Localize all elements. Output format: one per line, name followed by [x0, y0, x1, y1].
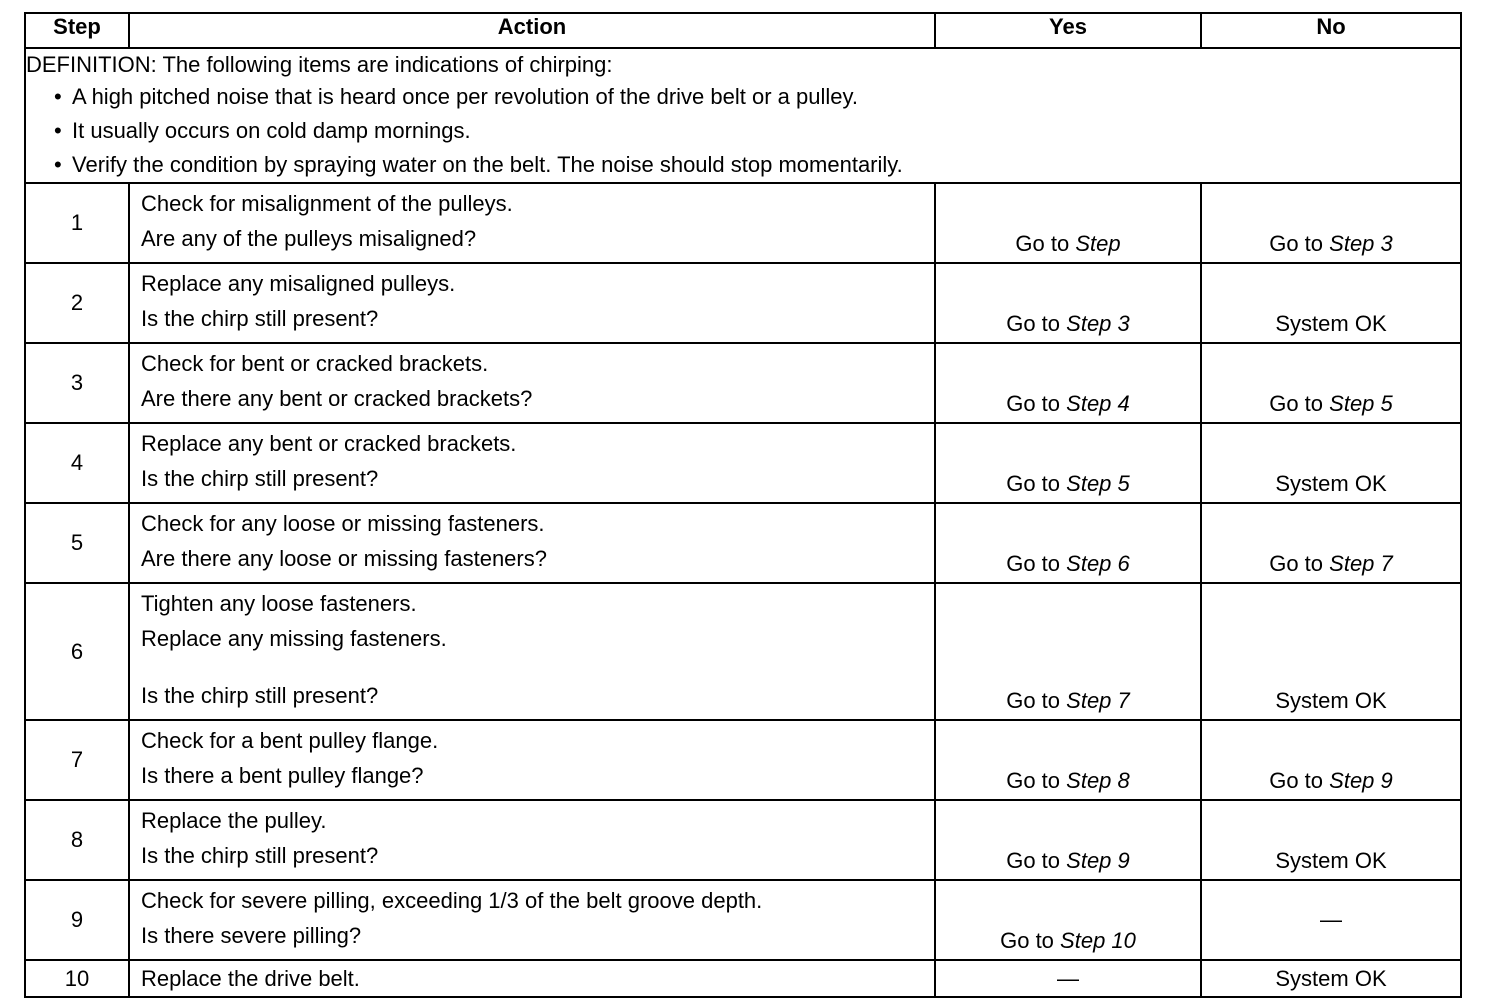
goto-prefix: Go to [1006, 688, 1061, 713]
step-number: 9 [25, 880, 129, 960]
step-row [25, 343, 1461, 423]
step-row [25, 503, 1461, 583]
step-row [25, 423, 1461, 503]
goto-step-link: Step [1075, 231, 1121, 256]
action-line: Are any of the pulleys misaligned? [141, 226, 477, 251]
result-text: System OK [1275, 848, 1387, 873]
action-line: Is there a bent pulley flange? [141, 763, 424, 788]
goto-prefix: Go to [1269, 231, 1324, 256]
header-row [25, 13, 1461, 48]
step-number: 8 [25, 800, 129, 880]
step-number: 5 [25, 503, 129, 583]
definition-intro: DEFINITION: The following items are indications of chirping: [26, 52, 613, 77]
step-number: 4 [25, 423, 129, 503]
result-no [1201, 183, 1461, 263]
goto-prefix: Go to [1006, 391, 1061, 416]
action-line: Replace any bent or cracked brackets. [141, 431, 517, 456]
definition-bullet: • It usually occurs on cold damp mornings. [54, 114, 1460, 148]
goto-prefix: Go to [1015, 231, 1070, 256]
goto-step-link: Step 9 [1066, 848, 1130, 873]
result-text: System OK [1275, 688, 1387, 713]
definition-bullet: • A high pitched noise that is heard once per revolution of the drive belt or a pulley. [54, 80, 1460, 114]
step-action [129, 503, 935, 583]
result-yes [935, 503, 1201, 583]
step-action [129, 960, 935, 997]
step-row [25, 183, 1461, 263]
result-no [1201, 583, 1461, 720]
result-yes [935, 423, 1201, 503]
result-no [1201, 503, 1461, 583]
goto-step-link: Step 7 [1329, 551, 1393, 576]
action-line: Check for any loose or missing fasteners. [141, 511, 545, 536]
goto-prefix: Go to [1006, 471, 1061, 496]
step-row [25, 263, 1461, 343]
header-no: No [1201, 13, 1461, 48]
result-no [1201, 800, 1461, 880]
action-line: Tighten any loose fasteners. [141, 591, 417, 616]
goto-prefix: Go to [1000, 928, 1054, 953]
goto-step-link: Step 7 [1066, 688, 1130, 713]
spacer [141, 656, 934, 678]
definition-list [26, 80, 1460, 182]
definition-cell [25, 48, 1461, 183]
action-line: Are there any bent or cracked brackets? [141, 386, 533, 411]
goto-prefix: Go to [1269, 551, 1324, 576]
action-line: Is the chirp still present? [141, 843, 379, 868]
action-line: Is the chirp still present? [141, 306, 379, 331]
step-action [129, 423, 935, 503]
result-yes [935, 583, 1201, 720]
result-text: System OK [1275, 965, 1387, 991]
step-row [25, 960, 1461, 997]
result-yes [935, 183, 1201, 263]
result-yes [935, 720, 1201, 800]
result-yes [935, 800, 1201, 880]
goto-step-link: Step 9 [1329, 768, 1393, 793]
action-line: Check for bent or cracked brackets. [141, 351, 489, 376]
action-line: Are there any loose or missing fasteners? [141, 546, 547, 571]
goto-step-link: Step 8 [1066, 768, 1130, 793]
result-no [1201, 343, 1461, 423]
goto-step-link: Step 3 [1066, 311, 1130, 336]
action-line: Check for a bent pulley flange. [141, 728, 439, 753]
goto-step-link: Step 4 [1066, 391, 1130, 416]
goto-prefix: Go to [1006, 551, 1061, 576]
header-yes: Yes [935, 13, 1201, 48]
definition-bullet: • Verify the condition by spraying water on the belt. The noise should stop momentarily. [54, 148, 1460, 182]
action-line: Is the chirp still present? [141, 683, 379, 708]
action-line: Check for severe pilling, exceeding 1/3 of the belt groove depth. [141, 888, 763, 913]
goto-prefix: Go to [1006, 848, 1061, 873]
result-text: System OK [1275, 471, 1387, 496]
step-action [129, 720, 935, 800]
result-no [1201, 880, 1461, 960]
step-number: 1 [25, 183, 129, 263]
step-row [25, 720, 1461, 800]
diagnostic-table [24, 12, 1462, 998]
action-line: Replace any misaligned pulleys. [141, 271, 456, 296]
goto-step-link: Step 6 [1066, 551, 1130, 576]
action-line: Replace the pulley. [141, 808, 327, 833]
header-action: Action [129, 13, 935, 48]
step-number: 10 [25, 960, 129, 997]
step-number: 7 [25, 720, 129, 800]
step-action [129, 183, 935, 263]
goto-prefix: Go to [1269, 391, 1324, 416]
goto-prefix: Go to [1006, 311, 1061, 336]
goto-prefix: Go to [1269, 768, 1324, 793]
action-line: Is there severe pilling? [141, 923, 362, 948]
goto-prefix: Go to [1006, 768, 1061, 793]
result-no [1201, 960, 1461, 997]
result-yes [935, 960, 1201, 997]
step-row [25, 800, 1461, 880]
step-action [129, 583, 935, 720]
goto-step-link: Step 10 [1060, 928, 1136, 953]
action-line: Check for misalignment of the pulleys. [141, 191, 513, 216]
step-action [129, 880, 935, 960]
result-no [1201, 423, 1461, 503]
action-line: Is the chirp still present? [141, 466, 379, 491]
step-row [25, 583, 1461, 720]
result-no [1201, 263, 1461, 343]
result-text: System OK [1275, 311, 1387, 336]
goto-step-link: Step 3 [1329, 231, 1393, 256]
result-yes [935, 263, 1201, 343]
result-yes [935, 343, 1201, 423]
action-line: Replace any missing fasteners. [141, 626, 447, 651]
result-yes [935, 880, 1201, 960]
header-step: Step [25, 13, 129, 48]
step-action [129, 343, 935, 423]
step-number: 6 [25, 583, 129, 720]
dash: — [1057, 965, 1079, 991]
step-action [129, 263, 935, 343]
step-number: 2 [25, 263, 129, 343]
goto-step-link: Step 5 [1329, 391, 1393, 416]
step-action [129, 800, 935, 880]
result-no [1201, 720, 1461, 800]
goto-step-link: Step 5 [1066, 471, 1130, 496]
step-row [25, 880, 1461, 960]
step-number: 3 [25, 343, 129, 423]
action-line: Replace the drive belt. [141, 966, 360, 991]
definition-row [25, 48, 1461, 183]
dash: — [1320, 907, 1342, 932]
